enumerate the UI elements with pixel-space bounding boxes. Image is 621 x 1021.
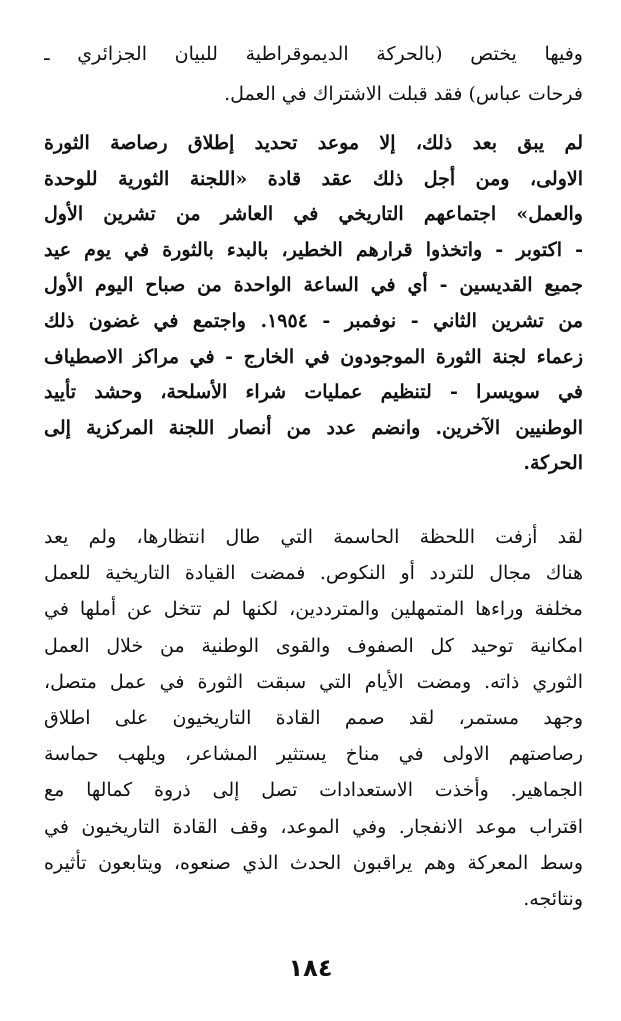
- text-line: الجماهير. وأخذت الاستعدادات تصل إلى ذروة كمالها مع: [44, 779, 583, 802]
- text-line: وفيها يختص (بالحركة الديموقراطية للبيان الجزائري ـ: [44, 43, 583, 65]
- text-line: من تشرين الثاني - نوفمبر - ١٩٥٤. واجتمع في غضون ذلك: [44, 309, 583, 332]
- text-line: الحركة.: [523, 452, 583, 475]
- text-line: هناك مجال للتردد أو النكوص. فمضت القيادة التاريخية للعمل: [44, 562, 583, 585]
- text-line: في سويسرا - لتنظيم عمليات شراء الأسلحة، وحشد تأييد: [44, 381, 583, 404]
- text-line: الثوري ذاته. ومضت الأيام التي سبقت الثورة في عمل متصل،: [44, 670, 583, 693]
- page-number: ١٨٤: [288, 954, 333, 982]
- text-line: والعمل» اجتماعهم التاريخي في العاشر من تشرين الأول: [44, 203, 583, 226]
- text-line: مخلفة وراءها المتمهلين والمترددين، لكنها لم تتخل عن أملها في: [44, 598, 583, 621]
- text-line: فرحات عباس) فقد قبلت الاشتراك في العمل.: [224, 83, 583, 105]
- text-line: زعماء لجنة الثورة الموجودون في الخارج - في مراكز الاصطياف: [44, 345, 583, 368]
- text-line: لم يبق بعد ذلك، إلا موعد تحديد إطلاق رصاصة الثورة: [44, 132, 583, 154]
- text-line: رصاصتهم الاولى في مناخ يستثير المشاعر، ويلهب حماسة: [44, 743, 583, 766]
- text-line: الاولى، ومن أجل ذلك عقد قادة «اللجنة الثورية للوحدة: [44, 167, 583, 190]
- paragraph-2: [44, 126, 583, 482]
- text-line: وسط المعركة وهم يراقبون الحدث الذي صنعوه، ويتابعون تأثيره: [44, 851, 583, 874]
- paragraph-1: [44, 34, 583, 114]
- text-line: اقتراب موعد الانفجار. وفي الموعد، وقف القادة التاريخيون في: [44, 815, 583, 838]
- text-line: وجهد مستمر، لقد صمم القادة التاريخيون على اطلاق: [44, 706, 583, 729]
- text-line: جميع القديسين - أي في الساعة الواحدة من صباح اليوم الأول: [44, 274, 583, 297]
- text-line: الوطنيين الآخرين. وانضم عدد من أنصار اللجنة المركزية إلى: [44, 416, 583, 439]
- text-line: لقد أزفت اللحظة الحاسمة التي طال انتظارها، ولم يعد: [44, 526, 583, 548]
- text-line: امكانية توحيد كل الصفوف والقوى الوطنية من خلال العمل: [44, 634, 583, 657]
- text-line: ونتائجه.: [523, 887, 583, 910]
- text-line: - اكتوبر - واتخذوا قرارهم الخطير، بالبدء بالثورة في يوم عيد: [44, 238, 583, 261]
- paragraph-3: [44, 519, 583, 917]
